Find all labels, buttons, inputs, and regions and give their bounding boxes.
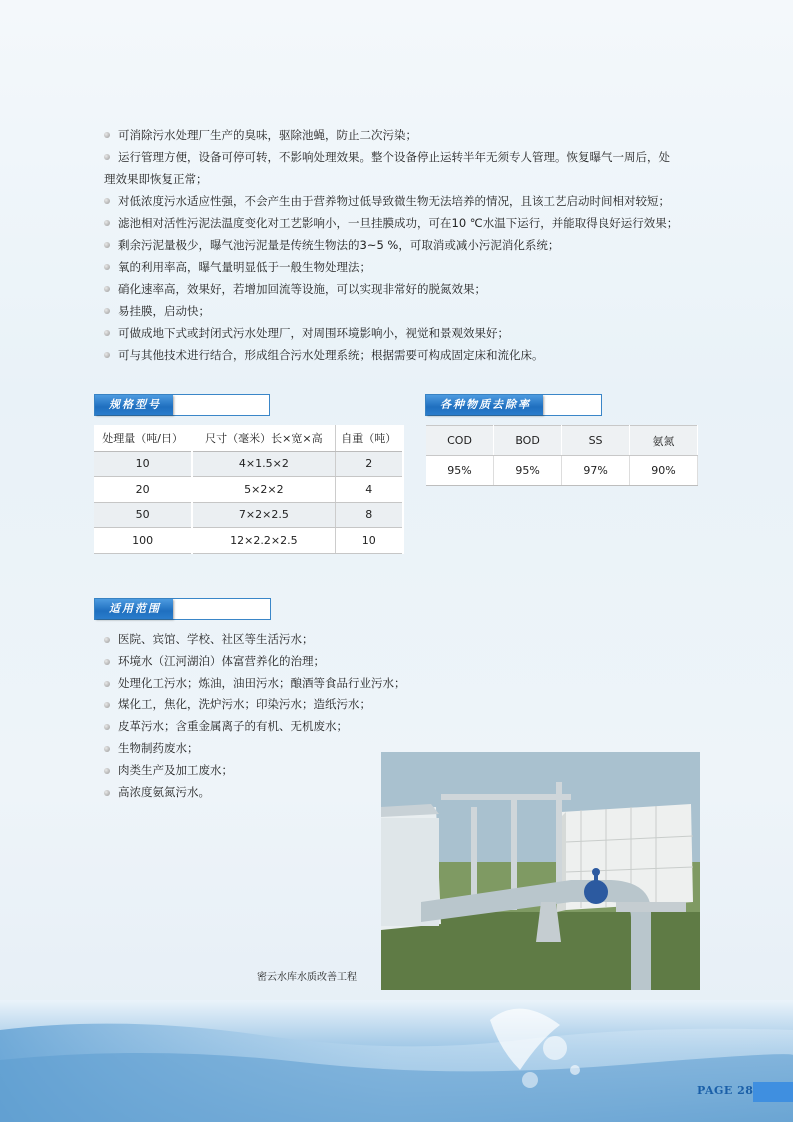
removal-col-cod: COD (426, 426, 494, 456)
spec-tab-label: 规格型号 (95, 395, 173, 415)
removal-cell: 97% (562, 456, 630, 486)
removal-section-header (425, 394, 602, 416)
list-item: 煤化工，焦化，洗炉污水；印染污水；造纸污水； (104, 694, 434, 716)
feature-list (104, 124, 698, 366)
removal-cell: 90% (630, 456, 698, 486)
removal-table (426, 425, 698, 486)
feature-item-line2: 理效果即恢复正常； (104, 172, 208, 186)
spec-cell: 4 (335, 477, 403, 503)
spec-col-capacity: 处理量（吨/日） (94, 425, 192, 451)
table-row (94, 451, 403, 477)
removal-cell: 95% (494, 456, 562, 486)
table-row (94, 502, 403, 528)
feature-item: 氧的利用率高，曝气量明显低于一般生物处理法； (104, 256, 698, 278)
feature-item: 易挂膜，启动快； (104, 300, 698, 322)
water-wave-illustration (0, 1000, 793, 1122)
spec-cell: 5×2×2 (192, 477, 335, 503)
spec-cell: 8 (335, 502, 403, 528)
list-item: 生物制药废水； (104, 738, 434, 760)
spec-cell: 10 (335, 528, 403, 554)
application-tab-label: 适用范围 (95, 599, 173, 619)
feature-item: 硝化速率高，效果好，若增加回流等设施，可以实现非常好的脱氮效果； (104, 278, 698, 300)
spec-cell: 4×1.5×2 (192, 451, 335, 477)
water-splash-footer (0, 1000, 793, 1122)
removal-col-ss: SS (562, 426, 630, 456)
feature-item (104, 146, 698, 190)
application-section-header (94, 598, 271, 620)
spec-table (94, 425, 404, 554)
treatment-plant-illustration (381, 752, 700, 990)
spec-cell: 50 (94, 502, 192, 528)
feature-item: 可与其他技术进行结合，形成组合污水处理系统；根据需要可构成固定床和流化床。 (104, 344, 698, 366)
feature-item: 剩余污泥量极少，曝气池污泥量是传统生物法的3~5 %，可取消或减小污泥消化系统； (104, 234, 698, 256)
list-item: 皮革污水；含重金属离子的有机、无机废水； (104, 716, 434, 738)
spec-header-row (94, 425, 403, 451)
feature-item: 滤池相对活性污泥法温度变化对工艺影响小，一旦挂膜成功，可在10 ℃水温下运行，并能取得良好运行效果； (104, 212, 698, 234)
removal-col-ammonia: 氨氮 (630, 426, 698, 456)
list-item: 处理化工污水；炼油，油田污水；酿酒等食品行业污水； (104, 673, 434, 695)
table-row (426, 456, 698, 486)
project-photo (381, 752, 700, 990)
list-item: 环境水（江河湖泊）体富营养化的治理； (104, 651, 434, 673)
list-item: 肉类生产及加工废水； (104, 760, 434, 782)
removal-tab-label: 各种物质去除率 (426, 395, 543, 415)
feature-item: 对低浓度污水适应性强，不会产生由于营养物过低导致微生物无法培养的情况，且该工艺启动时间相对较短； (104, 190, 698, 212)
list-item: 高浓度氨氮污水。 (104, 782, 434, 804)
feature-item: 可消除污水处理厂生产的臭味，驱除池蝇，防止二次污染； (104, 124, 698, 146)
removal-cell: 95% (426, 456, 494, 486)
removal-header-row (426, 426, 698, 456)
photo-caption: 密云水库水质改善工程 (257, 972, 357, 983)
spec-cell: 2 (335, 451, 403, 477)
page-number-label: PAGE 28 (697, 1084, 754, 1097)
list-item: 医院、宾馆、学校、社区等生活污水； (104, 629, 434, 651)
table-row (94, 528, 403, 554)
spec-cell: 10 (94, 451, 192, 477)
spec-cell: 20 (94, 477, 192, 503)
spec-cell: 7×2×2.5 (192, 502, 335, 528)
spec-section-header (94, 394, 270, 416)
spec-col-size: 尺寸（毫米）长×宽×高 (192, 425, 335, 451)
page-number-accent (753, 1082, 793, 1102)
spec-col-weight: 自重（吨） (335, 425, 403, 451)
feature-item: 可做成地下式或封闭式污水处理厂，对周围环境影响小，视觉和景观效果好； (104, 322, 698, 344)
spec-cell: 12×2.2×2.5 (192, 528, 335, 554)
feature-item-line1: 运行管理方便，设备可停可转，不影响处理效果。整个设备停止运转半年无须专人管理。恢复曝气一周后，处 (118, 150, 670, 164)
removal-col-bod: BOD (494, 426, 562, 456)
spec-cell: 100 (94, 528, 192, 554)
table-row (94, 477, 403, 503)
